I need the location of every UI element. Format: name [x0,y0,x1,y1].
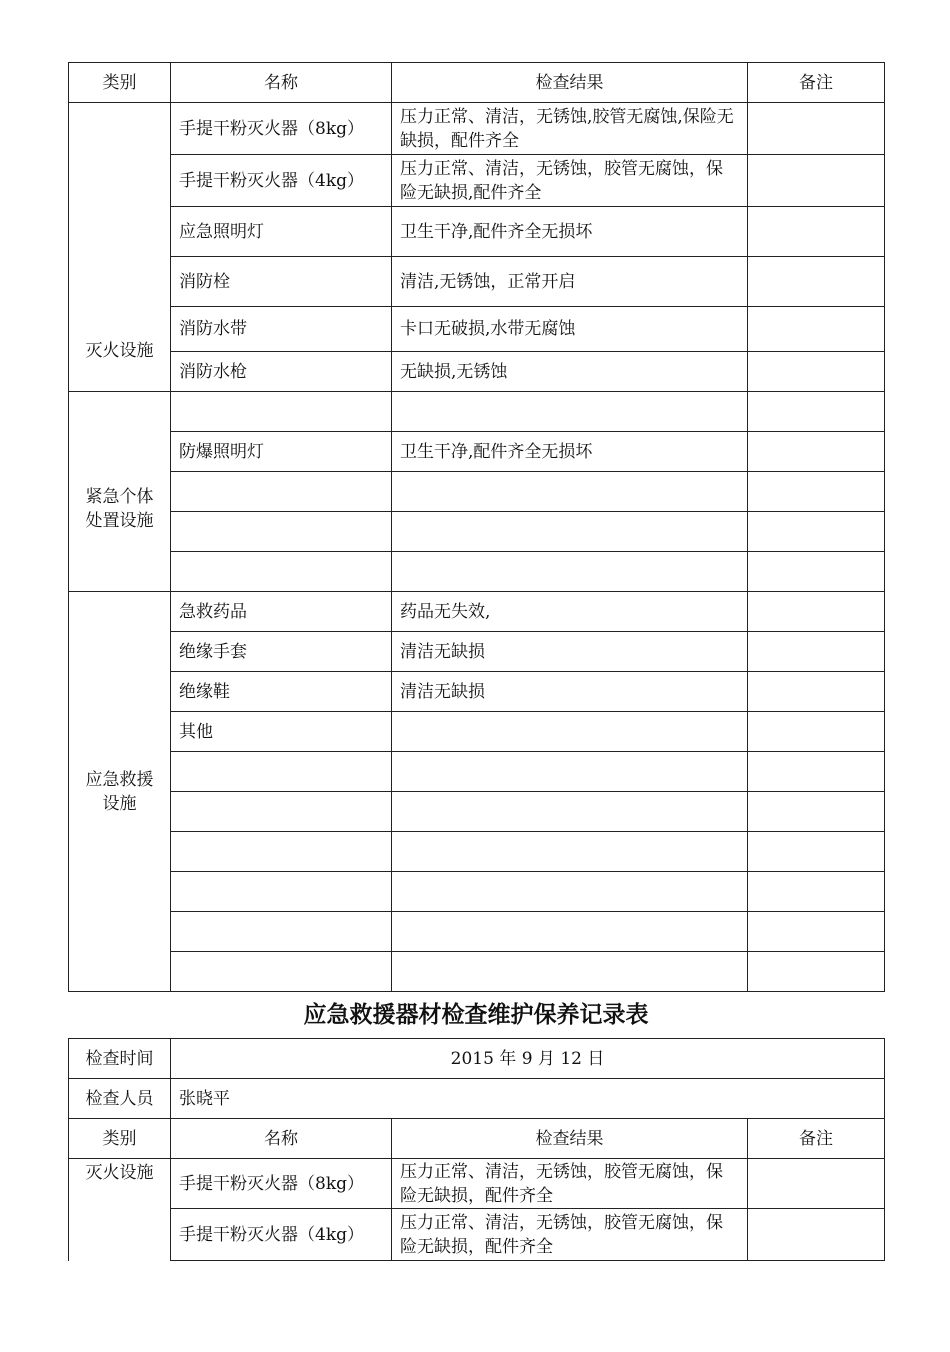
header-name: 名称 [171,63,392,103]
table-row [69,952,885,992]
item-name [171,552,392,592]
table-row [69,1209,885,1261]
header-name: 名称 [171,1119,392,1159]
item-remark[interactable] [748,872,885,912]
item-remark[interactable] [748,155,885,207]
item-result [392,752,748,792]
table-row [69,552,885,592]
category-rescue-label: 应急救援设施 [85,769,154,814]
item-remark[interactable] [748,257,885,307]
table-row [69,257,885,307]
category-fire: 灭火设施 [69,1159,171,1261]
item-remark[interactable] [748,712,885,752]
inspector-label: 检查人员 [69,1079,171,1119]
item-result: 清洁无缺损 [392,632,748,672]
item-remark[interactable] [748,392,885,432]
item-result [392,392,748,432]
item-result: 清洁无缺损 [392,672,748,712]
category-personal-label: 紧急个体处置设施 [85,486,154,531]
inspection-table-2 [68,1038,885,1261]
item-remark[interactable] [748,472,885,512]
item-result: 药品无失效, [392,592,748,632]
item-remark[interactable] [748,592,885,632]
item-name [171,752,392,792]
table-row [69,352,885,392]
item-result: 压力正常、清洁，无锈蚀,胶管无腐蚀,保险无缺损，配件齐全 [392,103,748,155]
item-result: 压力正常、清洁，无锈蚀，胶管无腐蚀，保险无缺损，配件齐全 [392,1209,748,1261]
table-row [69,832,885,872]
item-remark[interactable] [748,352,885,392]
item-remark[interactable] [748,832,885,872]
table-row [69,672,885,712]
header-remark: 备注 [748,1119,885,1159]
header-result: 检查结果 [392,1119,748,1159]
page-cutoff [68,1262,884,1352]
category-rescue [69,592,171,992]
inspection-time-row [69,1039,885,1079]
item-name: 消防水枪 [171,352,392,392]
table-header-row [69,63,885,103]
item-name: 手提干粉灭火器（4kg） [171,1209,392,1261]
category-personal [69,392,171,592]
table-row [69,752,885,792]
table-row [69,592,885,632]
item-result: 卫生干净,配件齐全无损坏 [392,207,748,257]
item-remark[interactable] [748,103,885,155]
item-result: 无缺损,无锈蚀 [392,352,748,392]
item-remark[interactable] [748,1159,885,1209]
item-name: 其他 [171,712,392,752]
table-row [69,792,885,832]
item-result [392,552,748,592]
header-category: 类别 [69,63,171,103]
item-name: 消防栓 [171,257,392,307]
item-name: 防爆照明灯 [171,432,392,472]
inspection-time-value[interactable]: 2015 年 9 月 12 日 [171,1039,885,1079]
table-row [69,912,885,952]
item-name [171,472,392,512]
inspector-value[interactable]: 张晓平 [171,1079,885,1119]
inspection-time-label: 检查时间 [69,1039,171,1079]
table-row [69,1159,885,1209]
table-row [69,103,885,155]
item-name: 绝缘手套 [171,632,392,672]
item-name: 急救药品 [171,592,392,632]
item-name: 手提干粉灭火器（8kg） [171,1159,392,1209]
item-remark[interactable] [748,1209,885,1261]
table-row [69,155,885,207]
item-result [392,792,748,832]
item-remark[interactable] [748,632,885,672]
table-header-row [69,1119,885,1159]
item-result [392,912,748,952]
item-name [171,832,392,872]
table-row [69,512,885,552]
item-result: 卡口无破损,水带无腐蚀 [392,307,748,352]
item-result [392,472,748,512]
item-remark[interactable] [748,432,885,472]
table-row [69,207,885,257]
item-name [171,952,392,992]
item-remark[interactable] [748,792,885,832]
item-remark[interactable] [748,752,885,792]
item-result: 压力正常、清洁，无锈蚀，胶管无腐蚀，保险无缺损，配件齐全 [392,1159,748,1209]
item-result [392,872,748,912]
item-name [171,392,392,432]
item-name: 应急照明灯 [171,207,392,257]
header-result: 检查结果 [392,63,748,103]
item-remark[interactable] [748,307,885,352]
item-remark[interactable] [748,672,885,712]
item-name [171,872,392,912]
item-remark[interactable] [748,512,885,552]
item-name [171,792,392,832]
table-row [69,632,885,672]
table-row [69,712,885,752]
inspection-table-1 [68,62,885,992]
item-result [392,712,748,752]
table-row [69,307,885,352]
table-row [69,872,885,912]
item-result: 清洁,无锈蚀，正常开启 [392,257,748,307]
item-remark[interactable] [748,552,885,592]
table-row [69,392,885,432]
item-result [392,952,748,992]
item-name: 绝缘鞋 [171,672,392,712]
item-result [392,512,748,552]
item-result: 压力正常、清洁，无锈蚀，胶管无腐蚀，保险无缺损,配件齐全 [392,155,748,207]
item-name [171,912,392,952]
category-fire: 灭火设施 [69,103,171,392]
item-remark[interactable] [748,207,885,257]
table-row [69,432,885,472]
item-remark[interactable] [748,912,885,952]
form-title: 应急救援器材检查维护保养记录表 [303,1002,649,1028]
item-name: 手提干粉灭火器（8kg） [171,103,392,155]
item-result [392,832,748,872]
table-row [69,472,885,512]
item-result: 卫生干净,配件齐全无损坏 [392,432,748,472]
item-name: 消防水带 [171,307,392,352]
header-category: 类别 [69,1119,171,1159]
item-name [171,512,392,552]
inspector-row [69,1079,885,1119]
item-remark[interactable] [748,952,885,992]
item-name: 手提干粉灭火器（4kg） [171,155,392,207]
header-remark: 备注 [748,63,885,103]
